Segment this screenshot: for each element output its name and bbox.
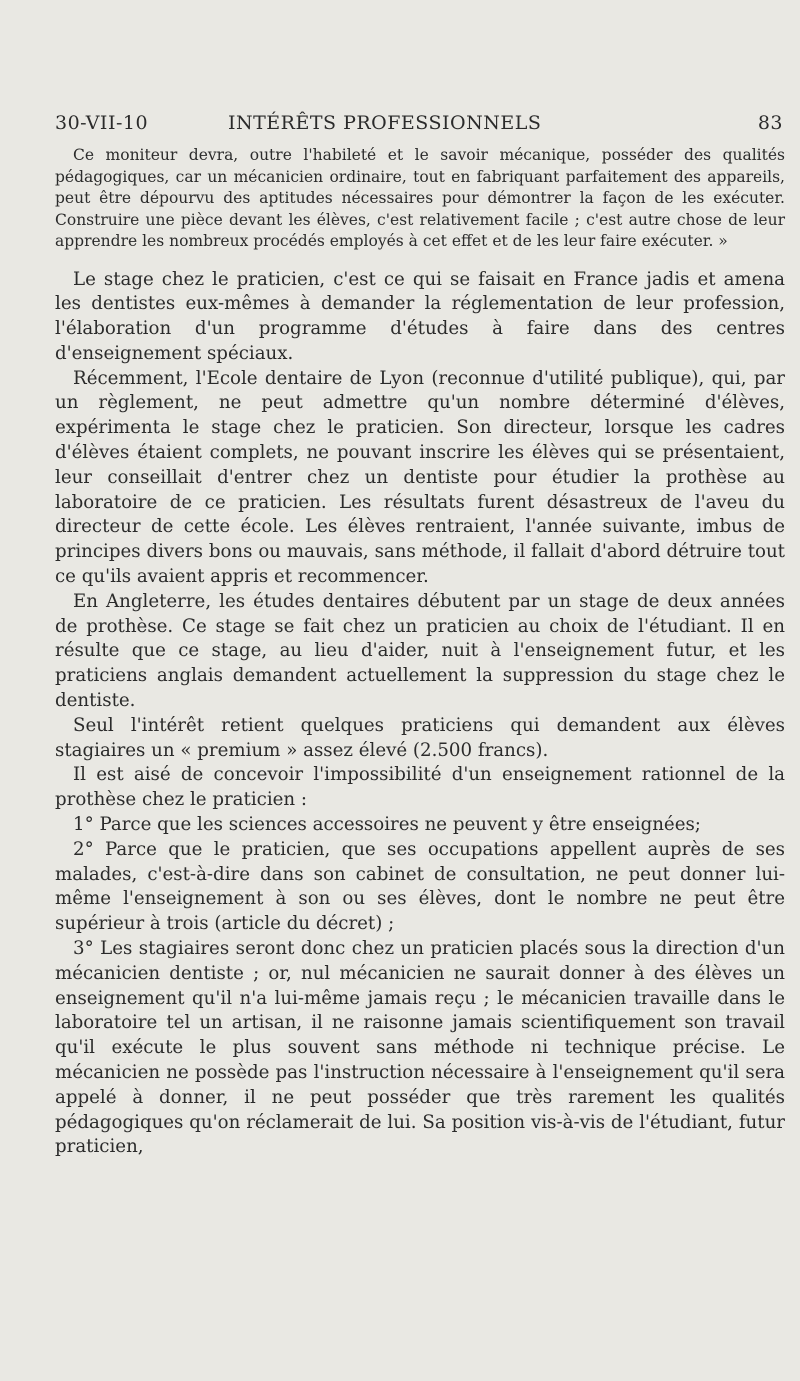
running-header xyxy=(55,112,783,140)
header-date: 30-VII-10 xyxy=(55,112,149,134)
page-number: 83 xyxy=(757,112,783,134)
paragraph-ecole-lyon: Récemment, l'Ecole dentaire de Lyon (reconnue d'utilité publique), qui, par un règlement, ne peut admettre qu'un nombre déterminé d'élèves, expérimenta le stage chez le praticien. Son directeur, lorsque les cadres d'élèves étaient complets, ne pouvant inscrire les élèves qui se présentaient, leur conseillait d'entrer chez un dentiste pour étudier la prothèse au laboratoire de ce praticien. Les résultats furent désastreux de l'aveu du directeur de cette école. Les élèves rentraient, l'année suivante, imbus de principes divers bons ou mauvais, sans méthode, il fallait d'abord détruire tout ce qu'ils avaient appris et recommencer. xyxy=(55,367,785,588)
paragraph-impossibilite: Il est aisé de concevoir l'impossibilité d'un enseignement rationnel de la prothèse chez le praticien : xyxy=(55,764,785,811)
quoted-paragraph: Ce moniteur devra, outre l'habileté et le savoir mécanique, posséder des qualités pédagogiques, car un mécanicien ordinaire, tout en fabriquant parfaitement des appareils, peut être dépourvu des aptitudes nécessaires pour démontrer la façon de les exécuter. Construire une pièce devant les élèves, c'est relativement facile ; c'est autre chose de leur apprendre les nombreux procédés employés à cet effet et de les leur faire exécuter. » xyxy=(55,146,785,250)
paragraph-angleterre: En Angleterre, les études dentaires débutent par un stage de deux années de prothèse. Ce stage se fait chez un praticien au choix de l'étudiant. Il en résulte que ce stage, au lieu d'aider, nuit à l'enseignement futur, et les praticiens anglais demandent actuellement la suppression du stage chez le dentiste. xyxy=(55,590,785,712)
list-item-2: 2° Parce que le praticien, que ses occupations appellent auprès de ses malades, c'est-à-dire dans son cabinet de consultation, ne peut donner lui-même l'enseignement à son ou ses élèves, dont le nombre ne peut être supérieur à trois (article du décret) ; xyxy=(55,838,785,935)
paragraph-stage-france: Le stage chez le praticien, c'est ce qui se faisait en France jadis et amena les dentistes eux-mêmes à demander la réglementation de leur profession, l'élaboration d'un programme d'études à faire dans des centres d'enseignement spéciaux. xyxy=(55,268,785,364)
header-title: INTÉRÊTS PROFESSIONNELS xyxy=(228,112,542,134)
paragraph-premium: Seul l'intérêt retient quelques praticiens qui demandent aux élèves stagiaires un « premium » assez élevé (2.500 francs). xyxy=(55,714,785,761)
list-item-3: 3° Les stagiaires seront donc chez un praticien placés sous la direction d'un mécanicien dentiste ; or, nul mécanicien ne saurait donner à des élèves un enseignement qu'il n'a lui-même jamais reçu ; le mécanicien travaille dans le laboratoire tel un artisan, il ne raisonne jamais scientifiquement son travail qu'il exécute le plus souvent sans méthode ni technique précise. Le mécanicien ne possède pas l'instruction nécessaire à l'enseignement qu'il sera appelé à donner, il ne peut posséder que très rarement les qualités pédagogiques qu'on réclamerait de lui. Sa position vis-à-vis de l'étudiant, futur praticien, xyxy=(55,938,785,1158)
list-item-1: 1° Parce que les sciences accessoires ne peuvent y être enseignées; xyxy=(73,814,701,836)
page-body xyxy=(55,145,785,1160)
